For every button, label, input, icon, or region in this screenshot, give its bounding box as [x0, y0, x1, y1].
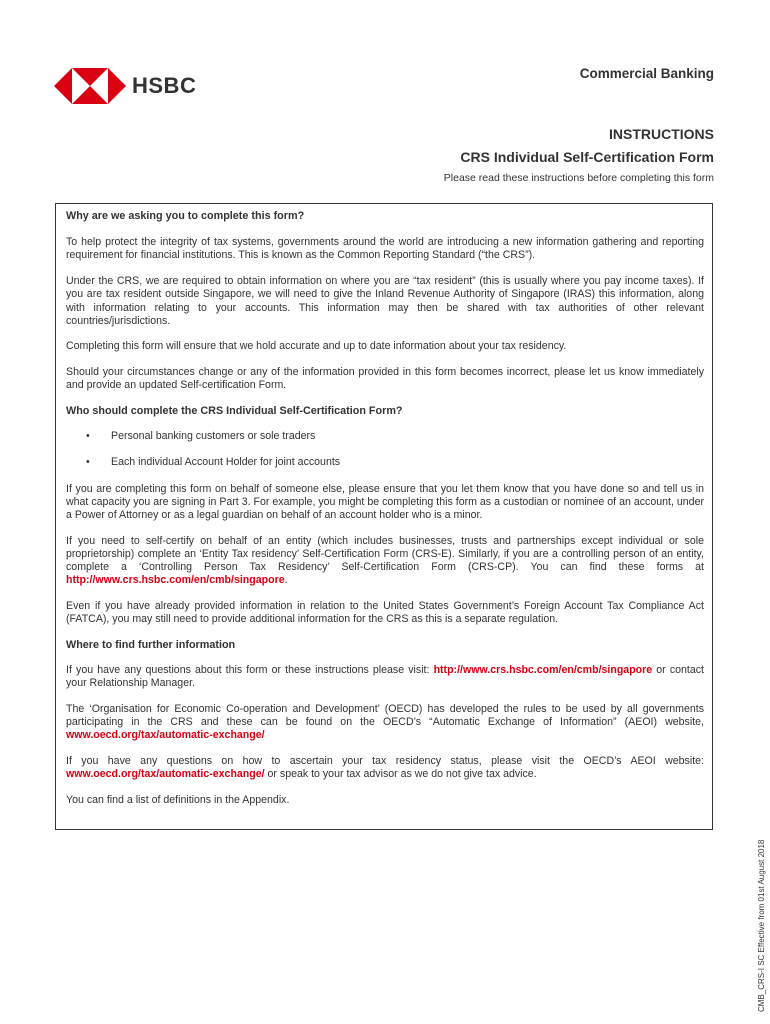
- read-note: Please read these instructions before completing this form: [443, 172, 714, 184]
- further-paragraph-2: [66, 703, 704, 743]
- further-paragraph-2-text: The ‘Organisation for Economic Co-operation and Development’ (OECD) has developed the rules to be used by all governments participating in the CRS and these can be found on the OECD’s “Automatic Exchange of Information” (AEOI) website,: [66, 703, 704, 729]
- oecd-aeoi-link[interactable]: www.oecd.org/tax/automatic-exchange/: [66, 768, 265, 781]
- further-paragraph-1-text: If you have any questions about this form or these instructions please visit:: [66, 664, 434, 677]
- oecd-link[interactable]: www.oecd.org/tax/automatic-exchange/: [66, 729, 265, 742]
- crs-website-link[interactable]: http://www.crs.hsbc.com/en/cmb/singapore: [433, 664, 653, 677]
- who-heading: Who should complete the CRS Individual Self-Certification Form?: [66, 405, 403, 418]
- instructions-title: INSTRUCTIONS: [609, 126, 714, 142]
- form-reference-code: CMB_CRS-I SC Effective from 01st August 2018: [757, 839, 766, 1012]
- division-label: Commercial Banking: [579, 66, 714, 81]
- further-paragraph-1-end: or contact your Relationship Manager.: [66, 664, 704, 690]
- list-item: • Each individual Account Holder for joint accounts: [66, 456, 704, 469]
- form-title: CRS Individual Self-Certification Form: [460, 149, 714, 165]
- who-paragraph-2-end: .: [284, 574, 288, 587]
- instructions-content: [66, 210, 704, 820]
- hsbc-hexagon-icon: [54, 68, 126, 104]
- further-heading: Where to find further information: [66, 638, 236, 651]
- further-paragraph-3: [66, 755, 704, 781]
- hsbc-logo: [54, 68, 196, 104]
- why-paragraph-2: Under the CRS, we are required to obtain information on where you are “tax resident” (this is usually where you pay income taxes). If you are tax resident outside Singapore, we will need to give the Inland Revenue Authority of Singapore (IRAS) this information, along with information relating to your accounts. This information may then be shared with tax authorities of other relevant countries/jurisdictions.: [66, 275, 704, 327]
- who-paragraph-2-text: If you need to self-certify on behalf of an entity (which includes businesses, trusts and partnerships except individual or sole proprietorship) complete an ‘Entity Tax residency’ Self-Certification Form (CRS-E). Similarly, if you are a controlling person of an entity, complete a ‘Controlling Person Tax Residency’ Self-Certification Form (CRS-CP). You can find these forms at: [66, 534, 704, 574]
- further-paragraph-4: You can find a list of definitions in the Appendix.: [66, 794, 290, 807]
- why-paragraph-3: Completing this form will ensure that we hold accurate and up to date information about your tax residency.: [66, 340, 567, 353]
- why-paragraph-1: To help protect the integrity of tax systems, governments around the world are introducing a new information gathering and reporting requirement for financial institutions. This is known as the Common Reporting Standard (“the CRS”).: [66, 236, 704, 262]
- who-paragraph-2: [66, 535, 704, 588]
- who-paragraph-3: Even if you have already provided information in relation to the United States Government’s Foreign Account Tax Compliance Act (FATCA), you may still need to provide additional information for the CRS as this is a separate regulation.: [66, 600, 704, 626]
- further-paragraph-3-text: If you have any questions on how to ascertain your tax residency status, please visit the OECD’s AEOI website:: [66, 755, 704, 768]
- who-bullet-list: [66, 430, 704, 469]
- further-paragraph-1: [66, 664, 704, 690]
- why-paragraph-4: Should your circumstances change or any of the information provided in this form becomes incorrect, please let us know immediately and provide an updated Self-certification Form.: [66, 366, 704, 392]
- crs-forms-link[interactable]: http://www.crs.hsbc.com/en/cmb/singapore: [66, 574, 285, 587]
- who-paragraph-1: If you are completing this form on behalf of someone else, please ensure that you let them know that you have done so and tell us in what capacity you are signing in Part 3. For example, you might be completing this form as a custodian or nominee of an account, under a Power of Attorney or as a legal guardian on behalf of an account holder who is a minor.: [66, 482, 704, 522]
- why-heading: Why are we asking you to complete this form?: [66, 210, 305, 222]
- brand-name: HSBC: [132, 73, 197, 98]
- further-paragraph-3-end: or speak to your tax advisor as we do not give tax advice.: [264, 768, 537, 781]
- list-item: • Personal banking customers or sole traders: [66, 430, 704, 443]
